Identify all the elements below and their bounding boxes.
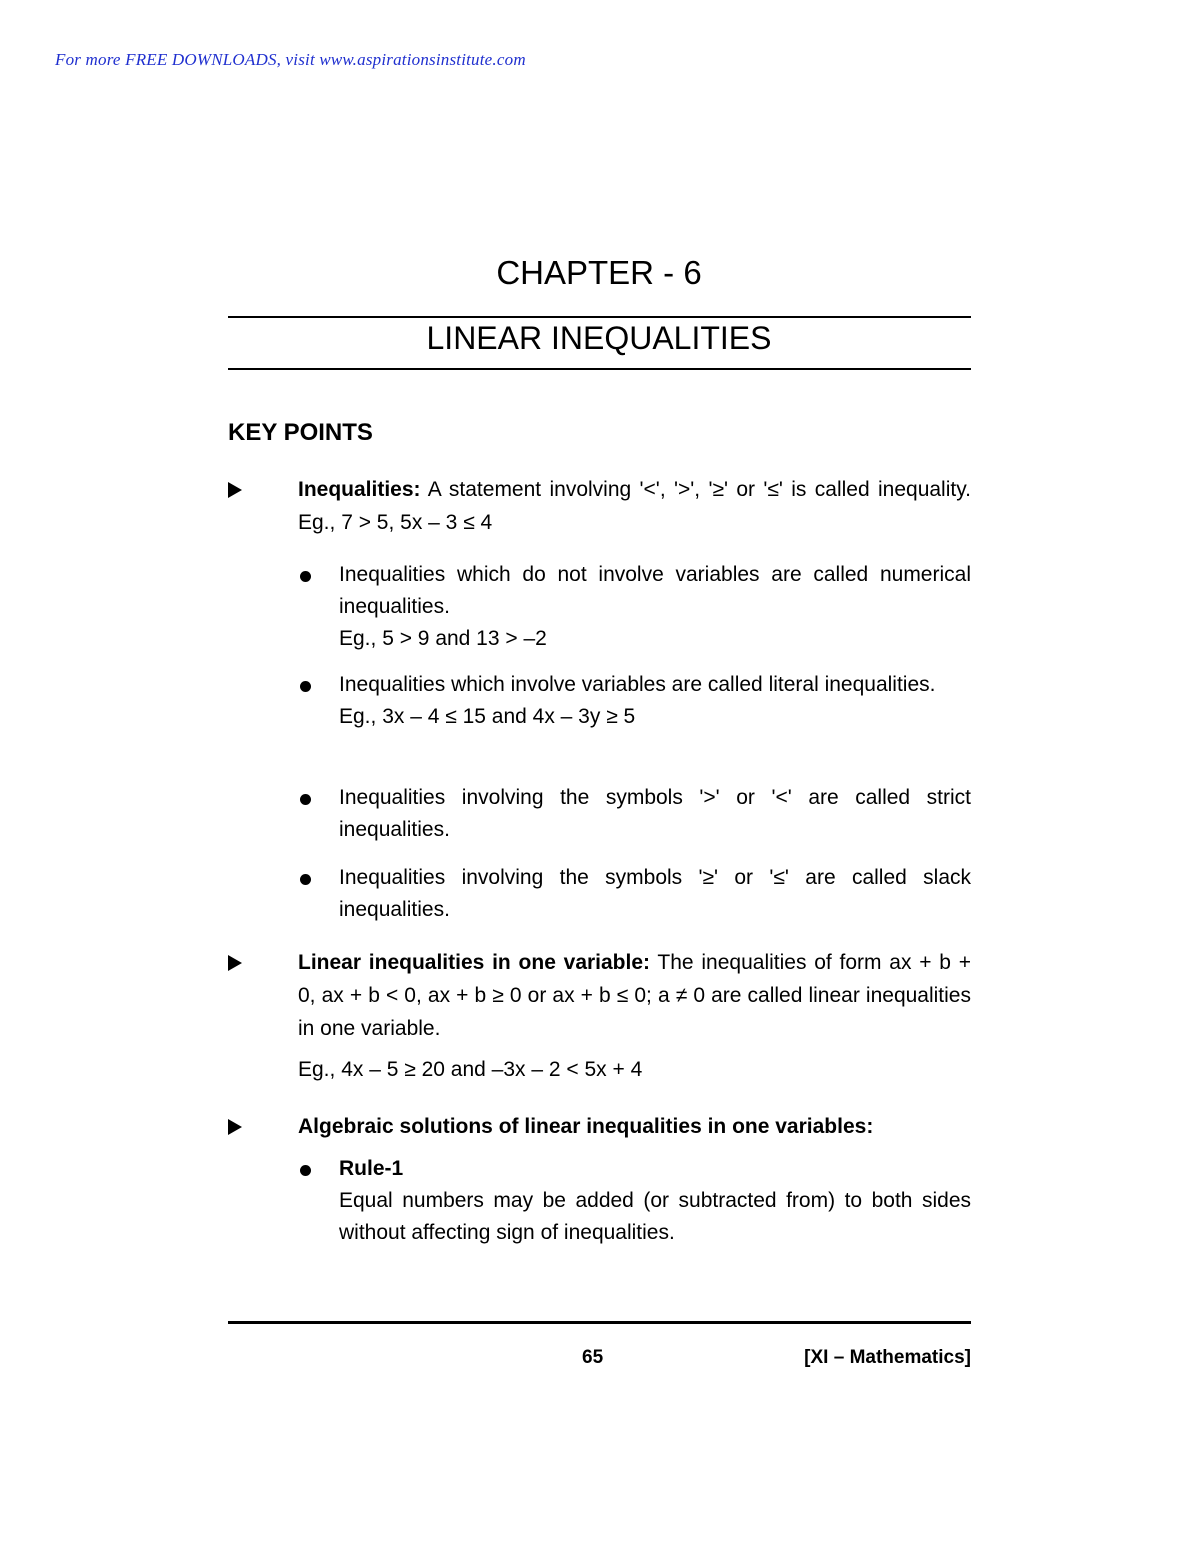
title-rule-top [228,316,971,318]
dot-bullet-icon [300,571,311,582]
chapter-title: CHAPTER - 6 [496,254,702,291]
footer-subject: [XI – Mathematics] [804,1347,971,1368]
rule-text: Equal numbers may be added (or subtracted from) to both sides without affecting sign of inequalities. [339,1189,971,1244]
download-banner[interactable]: For more FREE DOWNLOADS, visit www.aspirationsinstitute.com [55,50,526,69]
point-term: Inequalities: [298,478,421,501]
point-inequalities [298,473,971,539]
point-term: Linear inequalities in one variable: [298,951,651,974]
subpoint-text: Inequalities which do not involve variables are called numerical inequalities. [339,563,971,618]
subpoint-strict [339,782,971,846]
rule-1 [339,1153,971,1249]
subpoint-numerical [339,559,971,655]
subpoint-literal [339,669,971,733]
point-text: A statement involving '<', '>', '≥' or '≤' is called inequality. Eg., 7 > 5, 5x – 3 ≤ 4 [298,478,971,534]
subpoint-slack [339,862,971,926]
chapter-subtitle: LINEAR INEQUALITIES [426,320,772,356]
section-heading: KEY POINTS [228,419,373,446]
subpoint-text: Inequalities involving the symbols '>' or '<' are called strict inequalities. [339,786,971,841]
rule-title: Rule-1 [339,1157,404,1180]
title-rule-bottom [228,368,971,370]
page-number: 65 [582,1347,604,1368]
dot-bullet-icon [300,1165,311,1176]
subpoint-example: Eg., 3x – 4 ≤ 15 and 4x – 3y ≥ 5 [339,705,636,728]
point-text: The inequalities of form ax + b + 0, ax + b < 0, ax + b ≥ 0 or ax + b ≤ 0; a ≠ 0 are called linear inequalities in one variable. [298,951,971,1040]
dot-bullet-icon [300,874,311,885]
dot-bullet-icon [300,794,311,805]
point-algebraic-solutions: Algebraic solutions of linear inequalities in one variables: [298,1115,874,1138]
subpoint-example: Eg., 5 > 9 and 13 > –2 [339,627,547,650]
point-linear-inequalities [298,946,971,1045]
footer-rule [228,1321,971,1324]
arrow-bullet-icon [228,955,242,971]
point-example: Eg., 4x – 5 ≥ 20 and –3x – 2 < 5x + 4 [298,1058,643,1081]
subpoint-text: Inequalities which involve variables are called literal inequalities. [339,673,936,696]
subpoint-text: Inequalities involving the symbols '≥' or '≤' are called slack inequalities. [339,866,971,921]
arrow-bullet-icon [228,1119,242,1135]
arrow-bullet-icon [228,482,242,498]
dot-bullet-icon [300,681,311,692]
